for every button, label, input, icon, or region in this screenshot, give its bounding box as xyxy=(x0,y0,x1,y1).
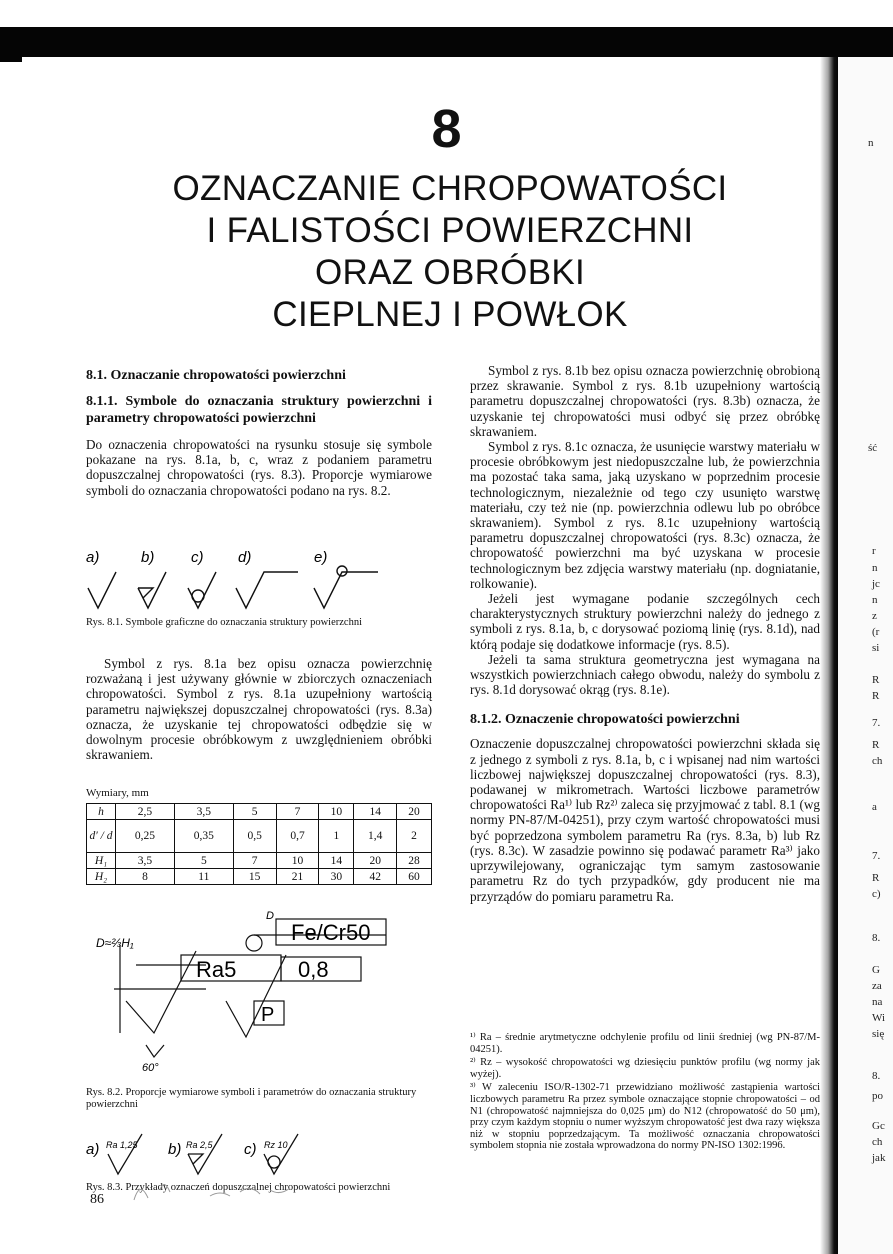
symbol-c xyxy=(188,572,216,608)
margin-letter: n xyxy=(872,562,878,574)
margin-letter: n xyxy=(868,137,874,149)
margin-letter: n xyxy=(872,594,878,606)
fig3-value-a: Ra 1,25 xyxy=(106,1140,138,1150)
table-cell: 28 xyxy=(397,853,432,869)
paragraph-circle: Jeżeli ta sama struktura geometryczna jest wymagana na wszystkich powierzchniach całego obwodu, należy do symbolu z rys. 8.1d dorysować okrąg (rys. 8.1e). xyxy=(470,651,820,698)
table-cell: 0,35 xyxy=(174,820,233,853)
margin-letter: G xyxy=(872,964,880,976)
margin-letter: jc xyxy=(872,578,880,590)
scan-shadow xyxy=(820,57,840,1254)
footnotes xyxy=(470,1032,820,1154)
margin-letter: za xyxy=(872,980,882,992)
margin-letter: 8. xyxy=(872,932,881,944)
margin-letter: jak xyxy=(872,1152,886,1164)
margin-letter: Gc xyxy=(872,1120,885,1132)
symbol-d xyxy=(236,572,298,608)
title-line-1: OZNACZANIE CHROPOWATOŚCI xyxy=(172,169,728,208)
fig2-label-p: P xyxy=(261,1004,275,1026)
margin-letter: 8. xyxy=(872,1070,881,1082)
top-black-bar xyxy=(0,27,893,57)
table-row-label: H₁ xyxy=(87,853,116,869)
margin-letter: (r xyxy=(872,626,880,638)
margin-letter: 7. xyxy=(872,850,881,862)
table-row xyxy=(87,853,432,869)
table-cell: 42 xyxy=(354,869,397,885)
section-heading-8-1: 8.1. Oznaczanie chropowatości powierzchni xyxy=(86,368,346,383)
table-cell: 8 xyxy=(116,869,175,885)
prop-circle xyxy=(246,935,262,951)
chapter-number: 8 xyxy=(431,99,462,159)
fig2-label-fe-cr: Fe/Cr50 xyxy=(291,920,371,945)
table-row xyxy=(87,820,432,853)
title-line-2: I FALISTOŚCI POWIERZCHNI xyxy=(206,211,694,250)
margin-letter: r xyxy=(872,545,876,557)
fig3-value-b: Ra 2,5 xyxy=(186,1140,213,1150)
table-cell: 2,5 xyxy=(116,804,175,820)
margin-letter: po xyxy=(872,1090,883,1102)
table-cell: 14 xyxy=(354,804,397,820)
margin-letter: na xyxy=(872,996,883,1008)
symbol-c-circle xyxy=(192,590,204,602)
symbol-e-circle xyxy=(337,566,347,576)
margin-letter: 7. xyxy=(872,717,881,729)
fig1-label-c: c) xyxy=(191,549,204,566)
dimensions-table xyxy=(86,803,432,885)
symbol-a xyxy=(88,572,116,608)
margin-letter: z xyxy=(872,610,877,622)
paragraph-symbol-b: Symbol z rys. 8.1b bez opisu oznacza powierzchnię obrobioną przez skrawanie. Symbol z rys. 8.1b uzupełniony wartością parametru dopuszczalnej chropowatości (rys. 8.3b) oznacza, że uzyskanie tej chropowatości musi odbyć się przez obróbkę skrawaniem. xyxy=(470,363,820,439)
table-row-label: h xyxy=(87,804,116,820)
symbol-e xyxy=(314,572,378,608)
fig2-label-value: 0,8 xyxy=(298,957,329,982)
margin-letter: ść xyxy=(868,442,878,454)
table-cell: 0,7 xyxy=(276,820,319,853)
table-cell: 21 xyxy=(276,869,319,885)
fig3-label-c: c) xyxy=(244,1141,257,1158)
table-cell: 2 xyxy=(397,820,432,853)
paragraph-special-features: Jeżeli jest wymagane podanie szczególnych cech charakterystycznych struktury powierzchni należy do jednego z symboli z rys. 8.1a, b, c dorysować poziomą linię (rys. 8.1d), nad którą podaje się dodatkowe informacje (rys. 8.5). xyxy=(470,591,820,652)
fig3-value-c: Rz 10 xyxy=(264,1140,288,1150)
fig1-label-a: a) xyxy=(86,549,100,566)
table-cell: 7 xyxy=(233,853,276,869)
margin-letter: R xyxy=(872,872,880,884)
example-symbol-c-circle xyxy=(268,1156,280,1168)
margin-letter: Wi xyxy=(872,1012,885,1024)
table-cell: 5 xyxy=(233,804,276,820)
title-line-4: CIEPLNEJ I POWŁOK xyxy=(272,295,628,334)
chapter-title xyxy=(90,168,810,336)
table-row-label: H₂ xyxy=(87,869,116,885)
table-cell: 1,4 xyxy=(354,820,397,853)
footnote-3: ³⁾ W zaleceniu ISO/R-1302-71 przewidziano możliwość zastąpienia wartości liczbowych parametru Ra przez symbole oznaczające stopnie chropowatości – od N1 (chropowatość najmniejsza do 0,025 μm) do N12 (chropowatość do 50 μm), przy czym każdym stopniu o numer wyższym chropowatość jest dwa razy większa niż w stopniu poprzedzającym. Ta możliwość oznaczania chropowatości symbolem stopnia nie została wprowadzona do normy PN-ISO 1302:1996. xyxy=(470,1082,820,1152)
margin-letter: R xyxy=(872,690,880,702)
figure-8-3-caption: Rys. 8.3. Przykłady oznaczeń dopuszczalnej chropowatości powierzchni xyxy=(86,1182,391,1193)
top-bar-notch xyxy=(0,50,22,62)
fig2-label-ra: Ra5 xyxy=(196,957,237,982)
margin-letter: ch xyxy=(872,755,883,767)
figure-8-2-caption: Rys. 8.2. Proporcje wymiarowe symboli i parametrów do oznaczania struktury powierzchni xyxy=(86,1087,417,1110)
margin-letter: się xyxy=(872,1028,885,1040)
prop-symbol-left xyxy=(126,951,196,1033)
fig2-label-angle: 60° xyxy=(142,1062,159,1074)
table-cell: 10 xyxy=(276,853,319,869)
fig3-label-b: b) xyxy=(168,1141,182,1158)
margin-letter: a xyxy=(872,801,877,813)
left-column-middle xyxy=(86,656,432,762)
pencil-scribble xyxy=(130,1170,310,1210)
paragraph-symbol-a: Symbol z rys. 8.1a bez opisu oznacza powierzchnię rozważaną i jest używany głównie w zbiorczych oznaczeniach chropowatości. Symbol z rys. 8.1a uzupełniony wartością parametru największej dopuszczalnej chropowatości (rys. 8.3a) oznacza, że uzyskanie tej chropowatości odbędzie się w dowolnym procesie obróbkowym z uwzględnieniem obróbki skrawaniem. xyxy=(86,656,432,763)
fig1-label-b: b) xyxy=(141,549,155,566)
margin-letter: ch xyxy=(872,1136,883,1148)
page-number: 86 xyxy=(90,1192,104,1207)
figure-8-1-symbols xyxy=(86,540,432,615)
right-column xyxy=(470,363,820,904)
section-heading-8-1-1: 8.1.1. Symbole do oznaczania struktury powierzchni i parametry chropowatości powierzchni xyxy=(86,394,432,426)
table-cell: 10 xyxy=(319,804,354,820)
margin-letter: c) xyxy=(872,888,881,900)
table-cell: 20 xyxy=(354,853,397,869)
footnote-2: ²⁾ Rz – wysokość chropowatości wg dziesięciu punktów profilu (wg normy jak wyżej). xyxy=(470,1057,820,1080)
table-cell: 5 xyxy=(174,853,233,869)
table-cell: 1 xyxy=(319,820,354,853)
figure-8-2-proportions xyxy=(86,905,432,1075)
fig3-label-a: a) xyxy=(86,1141,100,1158)
table-cell: 60 xyxy=(397,869,432,885)
table-cell: 7 xyxy=(276,804,319,820)
table-cell: 15 xyxy=(233,869,276,885)
symbol-b xyxy=(138,572,166,608)
table-cell: 3,5 xyxy=(174,804,233,820)
title-line-3: ORAZ OBRÓBKI xyxy=(314,253,586,292)
section-heading-8-1-2: 8.1.2. Oznaczenie chropowatości powierzchni xyxy=(470,712,740,728)
table-cell: 0,5 xyxy=(233,820,276,853)
angle-arc xyxy=(146,1045,164,1057)
left-column-top xyxy=(86,367,432,498)
table-cell: 11 xyxy=(174,869,233,885)
table-row-label: d′ / d xyxy=(87,820,116,853)
margin-letter: R xyxy=(872,674,880,686)
table-cell: 30 xyxy=(319,869,354,885)
next-page-strip xyxy=(838,57,893,1254)
paragraph-symbol-c: Symbol z rys. 8.1c oznacza, że usunięcie warstwy materiału w procesie obróbkowym jest niedopuszczalne lub, że powierzchnia ma pozostać taka sama, jaką uzyskano w poprzednim procesie technologicznym, niezależnie od tego czy usunięto warstwę materiału, czy też nie (np. powierzchnia odlewu lub po obróbce skrawaniem). Symbol z rys. 8.1c uzupełniony wartością parametru dopuszczalnej chropowatości (rys. 8.3c) oznacza, że chropowatość powierzchni ma być uzyskana w procesie technologicznym bez zdjęcia warstwy materiału (np. dogniatanie, rolkowanie). xyxy=(470,439,820,591)
table-row xyxy=(87,869,432,885)
fig1-label-d: d) xyxy=(238,549,252,566)
figure-8-1-caption: Rys. 8.1. Symbole graficzne do oznaczania struktury powierzchni xyxy=(86,617,362,628)
table-caption: Wymiary, mm xyxy=(86,787,149,799)
margin-letter: R xyxy=(872,739,880,751)
footnote-1: ¹⁾ Ra – średnie arytmetyczne odchylenie profilu od linii średniej (wg PN-87/M-04251). xyxy=(470,1032,820,1055)
fig2-label-D: D xyxy=(266,910,274,922)
margin-letter: si xyxy=(872,642,880,654)
table-cell: 0,25 xyxy=(116,820,175,853)
table-row xyxy=(87,804,432,820)
fig2-label-D-approx: D≈⅔H₁ xyxy=(96,936,134,950)
fig1-label-e: e) xyxy=(314,549,328,566)
table-cell: 20 xyxy=(397,804,432,820)
paragraph-intro: Do oznaczenia chropowatości na rysunku stosuje się symbole pokazane na rys. 8.1a, b, c, wraz z podaniem parametru dopuszczalnej chropowatości (rys. 8.3). Proporcje wymiarowe symboli do oznaczania chropowatości podano na rys. 8.2. xyxy=(86,437,432,498)
paragraph-marking: Oznaczenie dopuszczalnej chropowatości powierzchni składa się z jednego z symboli z rys. 8.1a, b, c i wpisanej nad nim wartości liczbowej największej dopuszczalnej chropowatości (rys. 8.3), podawanej w mikrometrach. Wartości liczbowe parametrów chropowatości Ra¹⁾ lub Rz²⁾ zaleca się przyjmować z tabl. 8.1 (wg normy PN-87/M-04251), przy czym wartość chropowatości musi być poprzedzona symbolem parametru Ra (rys. 8.3a, b) lub Rz (rys. 8.3c). W zasadzie powinno się podawać parametr Ra³⁾ jako uprzywilejowany, ograniczając tym samym zastosowanie parametru Rz do tych przypadków, gdy producent nie ma przyrządów do pomiaru parametru Ra. xyxy=(470,736,820,904)
table-cell: 14 xyxy=(319,853,354,869)
table-cell: 3,5 xyxy=(116,853,175,869)
